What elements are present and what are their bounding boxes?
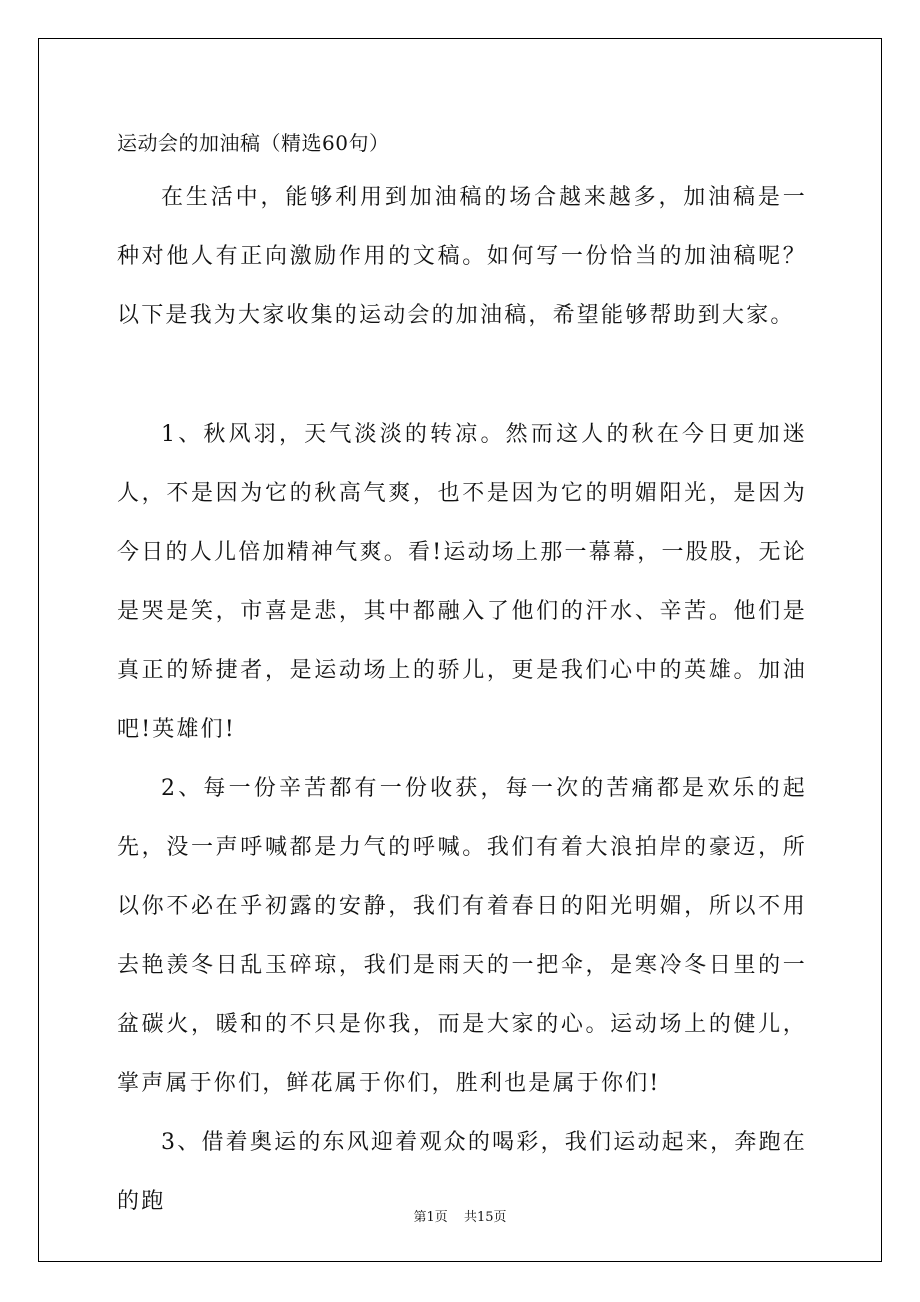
page-footer (0, 1206, 920, 1225)
page-total: 共15页 (463, 1210, 507, 1225)
cheer-item-2: 2、每一份辛苦都有一份收获，每一次的苦痛都是欢乐的起先，没一声呼喊都是力气的呼喊。我们有着大浪拍岸的豪迈，所以你不必在乎初露的安静，我们有着春日的阳光明媚，所以不用去艳羡冬日乱玉碎琼，我们是雨天的一把伞，是寒冷冬日里的一盆碳火，暖和的不只是你我，而是大家的心。运动场上的健儿，掌声属于你们，鲜花属于你们，胜利也是属于你们! (117, 776, 807, 1096)
cheer-item-1: 1、秋风羽，天气淡淡的转凉。然而这人的秋在今日更加迷人，不是因为它的秋高气爽，也不是因为它的明媚阳光，是因为今日的人儿倍加精神气爽。看!运动场上那一幕幕，一股股，无论是哭是笑，市喜是悲，其中都融入了他们的汗水、辛苦。他们是真正的矫捷者，是运动场上的骄儿，更是我们心中的英雄。加油吧!英雄们! (117, 422, 807, 742)
section-spacer (117, 345, 807, 405)
intro-paragraph: 在生活中，能够利用到加油稿的场合越来越多，加油稿是一种对他人有正向激励作用的文稿。如何写一份恰当的加油稿呢？以下是我为大家收集的运动会的加油稿，希望能够帮助到大家。 (117, 185, 807, 328)
page-number: 第1页 (413, 1210, 448, 1225)
document-title: 运动会的加油稿（精选60句） (117, 131, 390, 155)
cheer-item-3: 3、借着奥运的东风迎着观众的喝彩，我们运动起来，奔跑在的跑 (117, 1130, 807, 1214)
document-body (117, 122, 807, 1231)
